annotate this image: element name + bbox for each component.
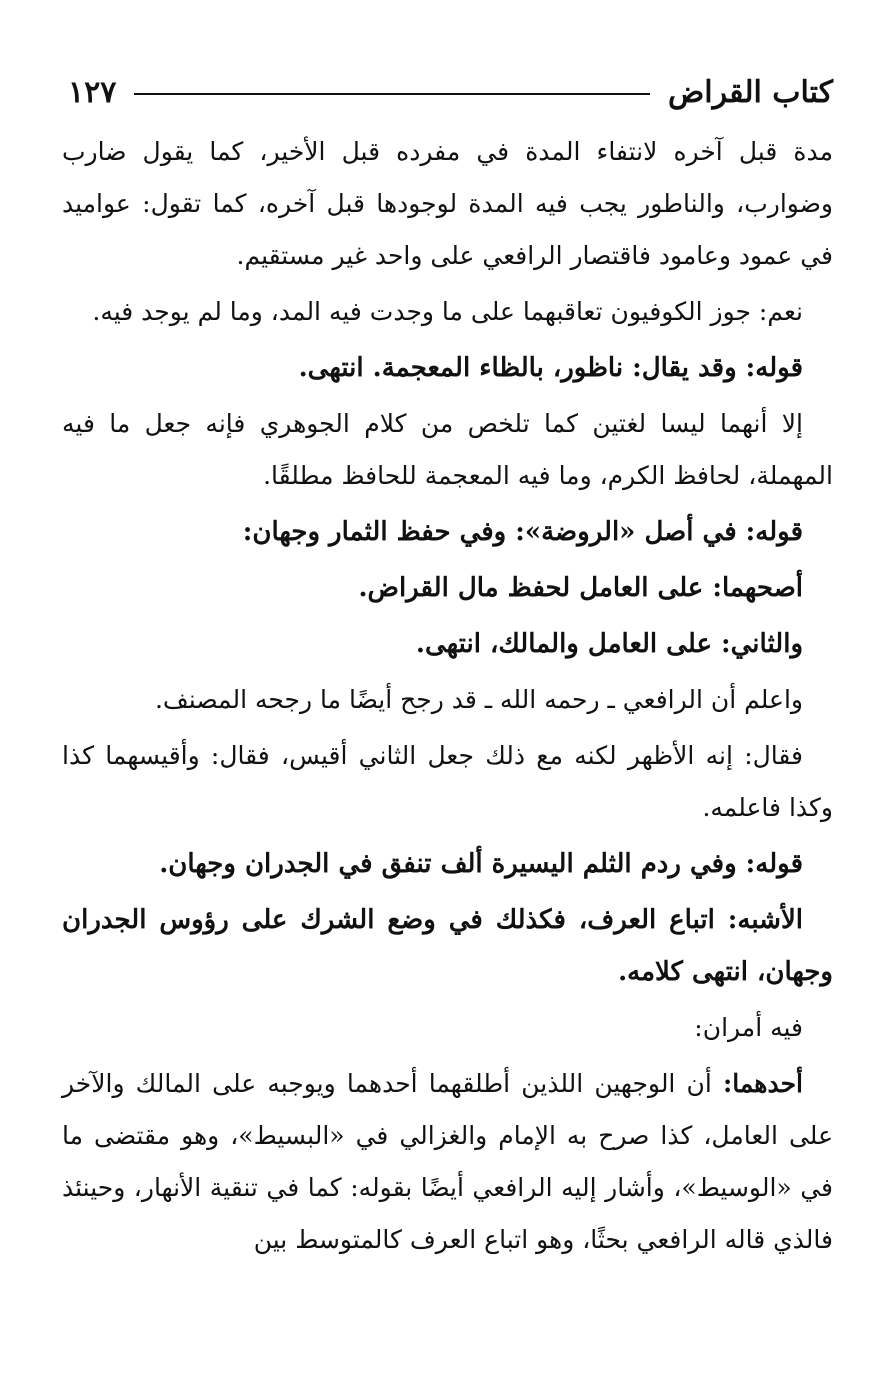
quoted-statement: قوله: في أصل «الروضة»: وفي حفظ الثمار وجهان:	[242, 517, 803, 547]
paragraph: مدة قبل آخره لانتفاء المدة في مفرده قبل الأخير، كما يقول ضارب وضوارب، والناطور يجب فيه المدة لوجودها قبل آخره، كما تقول: عواميد في عمود وعامود فاقتصار الرافعي على واحد غير مستقيم.	[62, 137, 833, 270]
paragraph: نعم: جوز الكوفيون تعاقبهما على ما وجدت فيه المد، وما لم يوجد فيه.	[92, 297, 803, 326]
quoted-statement: والثاني: على العامل والمالك، انتهى.	[415, 629, 803, 659]
page-body	[62, 126, 833, 1270]
paragraph: واعلم أن الرافعي ـ رحمه الله ـ قد رجح أيضًا ما رجحه المصنف.	[154, 685, 803, 714]
quoted-statement: قوله: وفي ردم الثلم اليسيرة ألف تنفق في الجدران وجهان.	[159, 849, 803, 879]
paragraph: فيه أمران:	[694, 1013, 803, 1042]
quoted-statement: الأشبه: اتباع العرف، فكذلك في وضع الشرك على رؤوس الجدران وجهان، انتهى كلامه.	[62, 905, 833, 987]
paragraph-lead: أحدهما:	[722, 1069, 803, 1098]
book-title: كتاب القراض	[668, 74, 833, 110]
paragraph-text: أن الوجهين اللذين أطلقهما أحدهما ويوجبه على المالك والآخر على العامل، كذا صرح به الإمام والغزالي في «البسيط»، وهو مقتضى ما في «الوسيط»، وأشار إليه الرافعي أيضًا بقوله: كما في تنقية الأنهار، وحينئذ فالذي قاله الرافعي بحثًا، وهو اتباع العرف كالمتوسط بين	[62, 1069, 833, 1254]
paragraph: فقال: إنه الأظهر لكنه مع ذلك جعل الثاني أقيس، فقال: وأقيسهما كذا وكذا فاعلمه.	[62, 741, 833, 822]
page-number: ١٢٧	[68, 74, 117, 110]
paragraph: إلا أنهما ليسا لغتين كما تلخص من كلام الجوهري فإنه جعل ما فيه المهملة، لحافظ الكرم، وما فيه المعجمة للحافظ مطلقًا.	[62, 409, 833, 490]
quoted-statement: أصحهما: على العامل لحفظ مال القراض.	[358, 573, 803, 603]
paragraph-with-lead	[62, 1058, 833, 1266]
quoted-statement: قوله: وقد يقال: ناظور، بالظاء المعجمة. انتهى.	[298, 353, 803, 383]
header-rule	[134, 93, 650, 95]
running-head	[68, 66, 833, 118]
